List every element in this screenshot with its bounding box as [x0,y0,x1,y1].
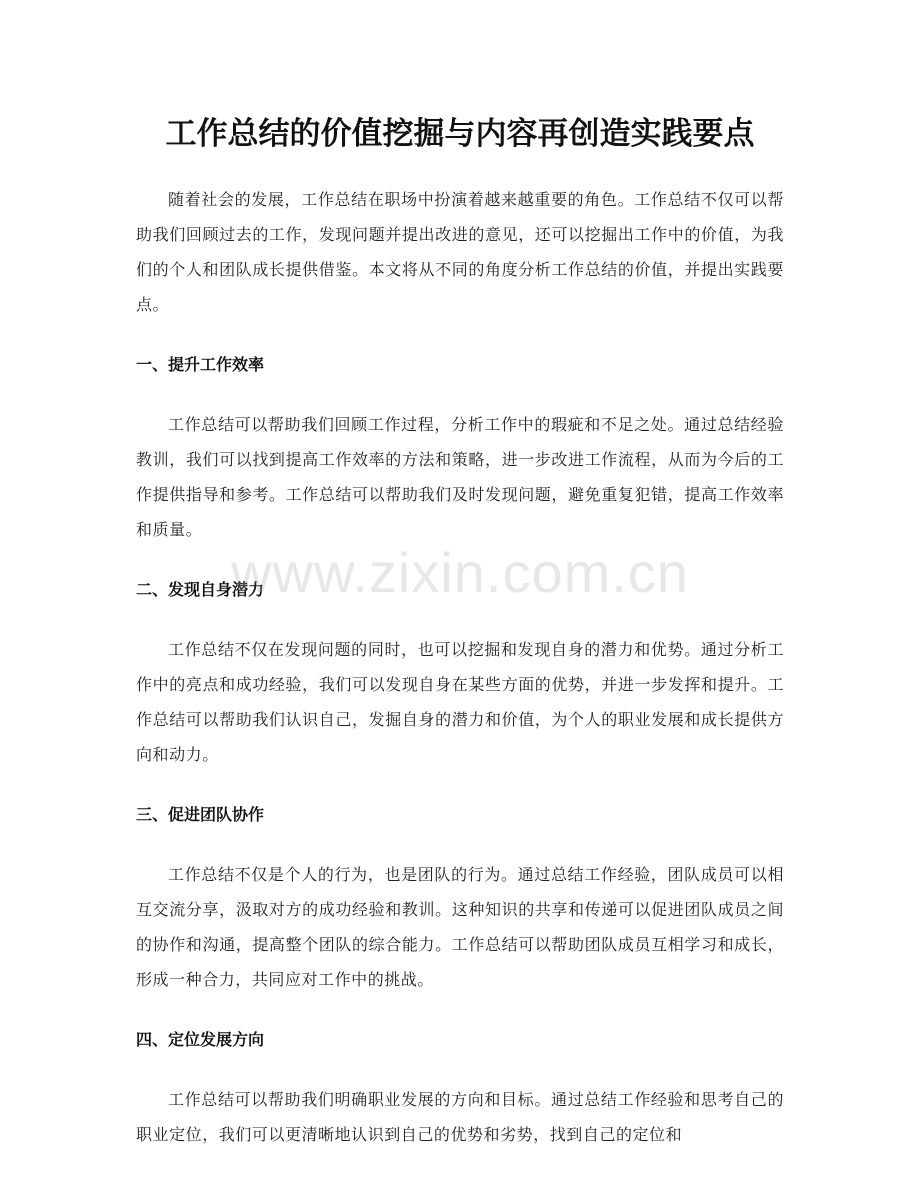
section-body-1: 工作总结可以帮助我们回顾工作过程，分析工作中的瑕疵和不足之处。通过总结经验教训，我们可以找到提高工作效率的方法和策略，进一步改进工作流程，从而为今后的工作提供指导和参考。工作总结可以帮助我们及时发现问题，避免重复犯错，提高工作效率和质量。 [136,415,784,539]
section-heading-1: 一、提升工作效率 [136,355,265,374]
section-body-2: 工作总结不仅在发现问题的同时，也可以挖掘和发现自身的潜力和优势。通过分析工作中的亮点和成功经验，我们可以发现自身在某些方面的优势，并进一步发挥和提升。工作总结可以帮助我们认识自己，发掘自身的潜力和价值，为个人的职业发展和成长提供方向和动力。 [136,640,784,764]
section-body-3: 工作总结不仅是个人的行为，也是团队的行为。通过总结工作经验，团队成员可以相互交流分享，汲取对方的成功经验和教训。这种知识的共享和传递可以促进团队成员之间的协作和沟通，提高整个团队的综合能力。工作总结可以帮助团队成员互相学习和成长，形成一种合力，共同应对工作中的挑战。 [136,865,784,989]
section-heading-2: 二、发现自身潜力 [136,580,265,599]
section-body-4: 工作总结可以帮助我们明确职业发展的方向和目标。通过总结工作经验和思考自己的职业定位，我们可以更清晰地认识到自己的优势和劣势，找到自己的定位和 [136,1090,784,1144]
watermark: www.zixin.com.cn [231,541,689,604]
section-heading-3: 三、促进团队协作 [136,805,265,824]
intro-paragraph: 随着社会的发展，工作总结在职场中扮演着越来越重要的角色。工作总结不仅可以帮助我们回顾过去的工作，发现问题并提出改进的意见，还可以挖掘出工作中的价值，为我们的个人和团队成长提供借鉴。本文将从不同的角度分析工作总结的价值，并提出实践要点。 [136,190,784,314]
page-title: 工作总结的价值挖掘与内容再创造实践要点 [165,116,755,152]
section-heading-4: 四、定位发展方向 [136,1030,265,1049]
